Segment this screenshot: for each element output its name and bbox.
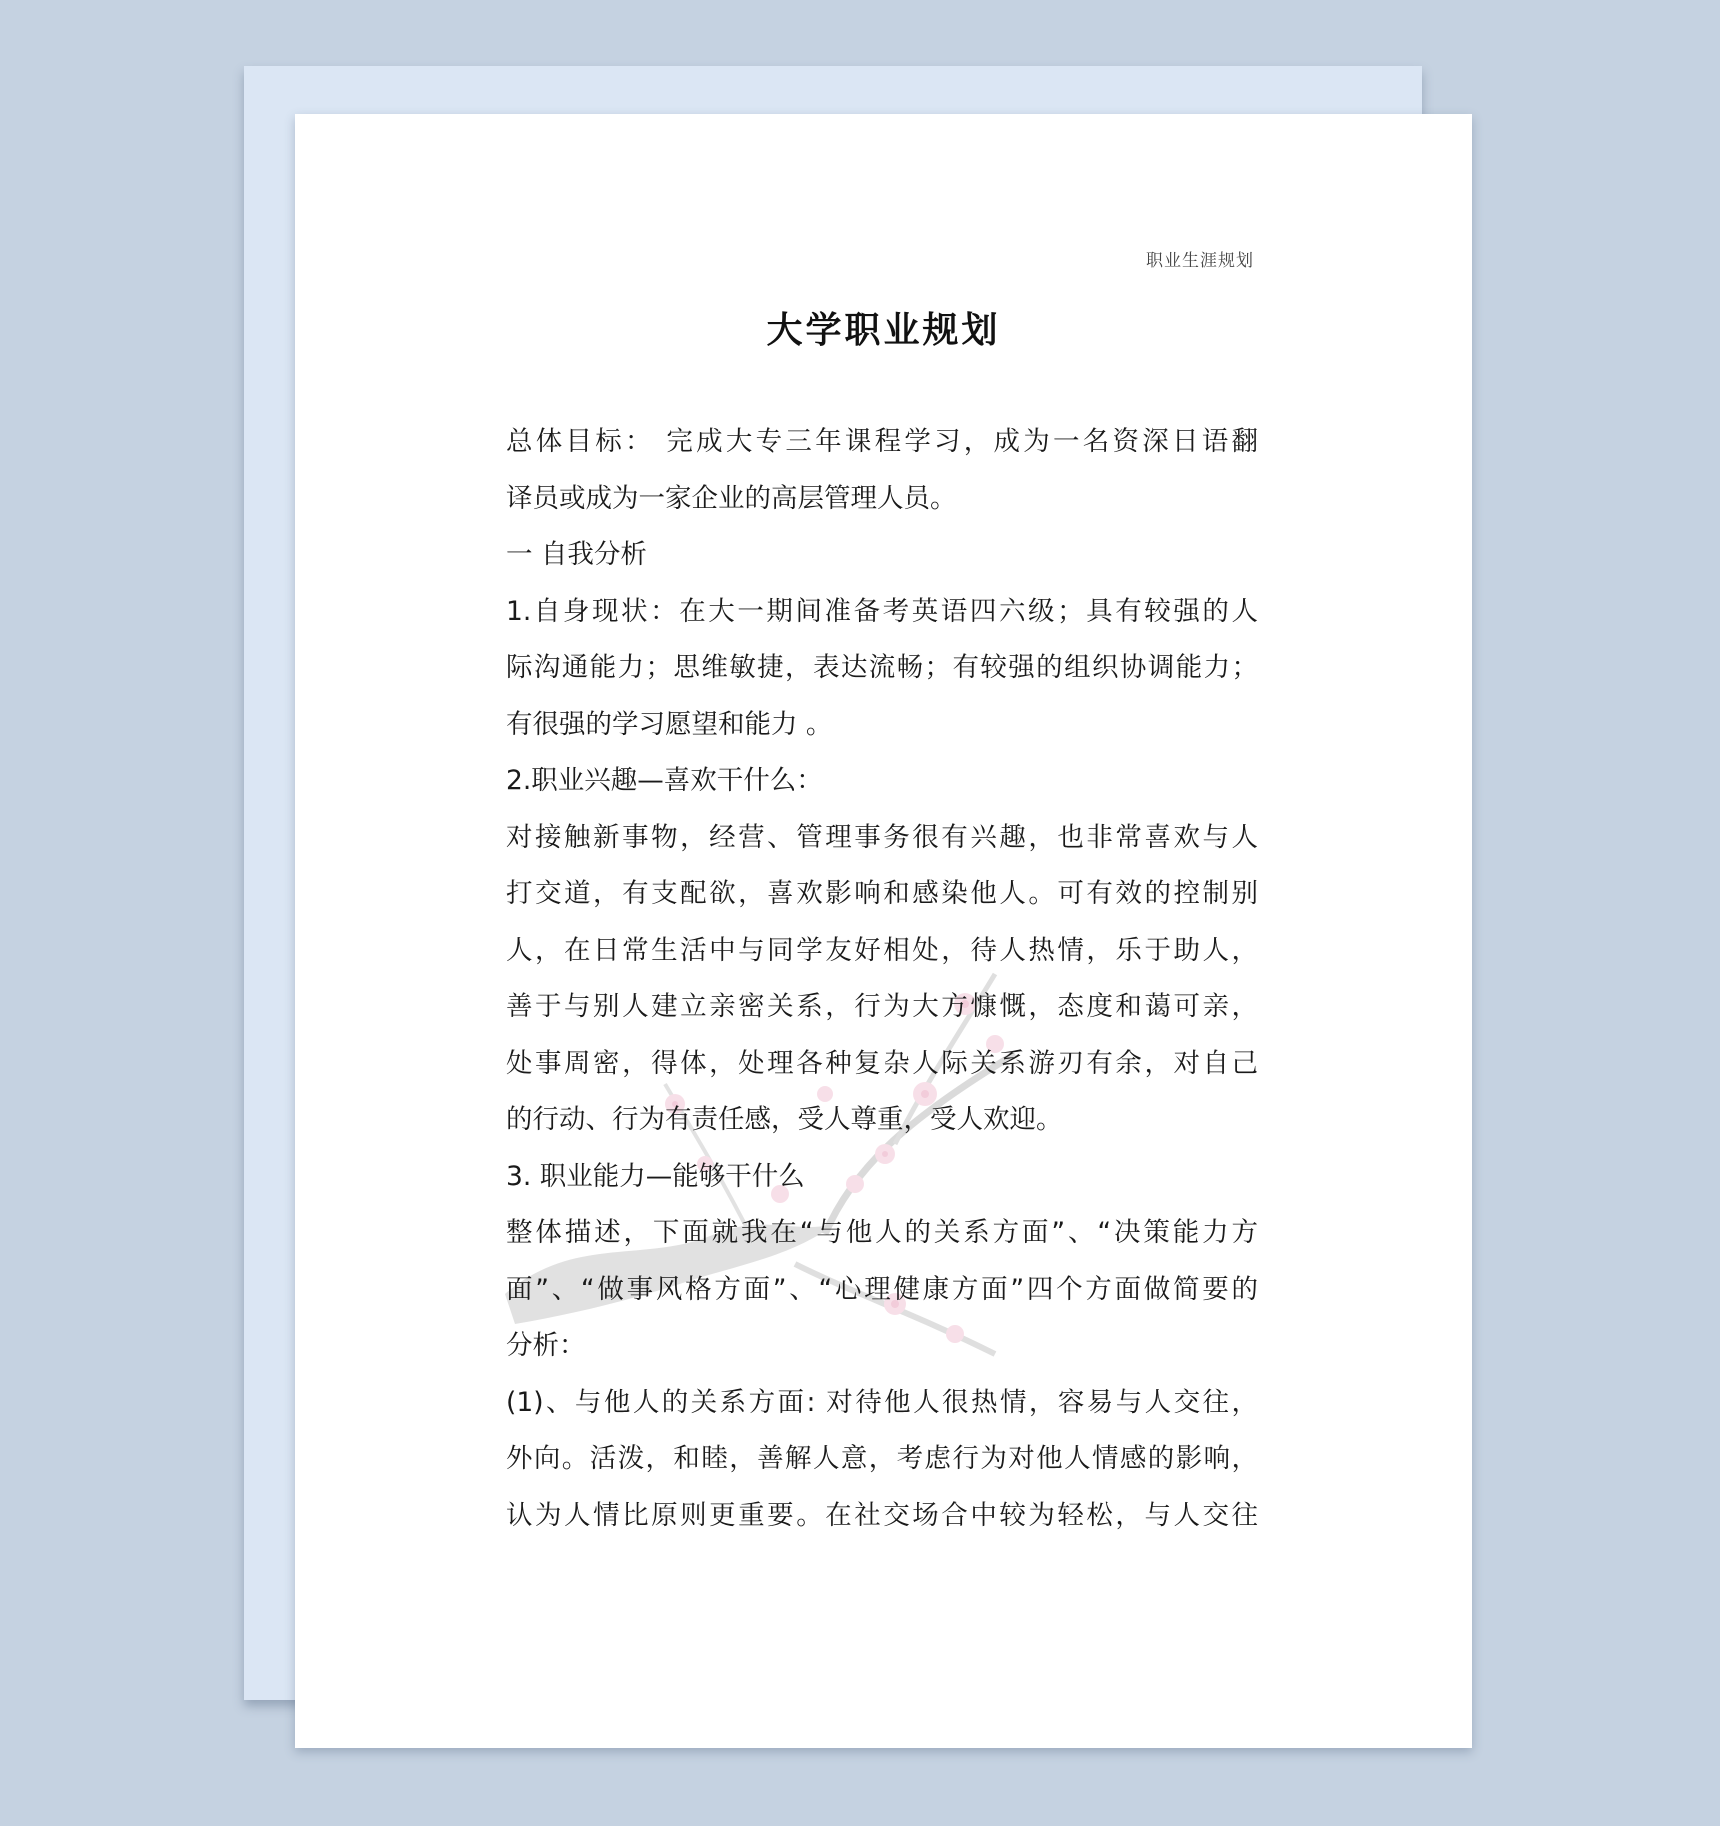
body-text-line: 面”、“做事风格方面”、“心理健康方面”四个方面做简要的 [506, 1273, 1258, 1305]
document-page [295, 114, 1472, 1748]
body-text-line: 2.职业兴趣—喜欢干什么： [506, 765, 823, 796]
body-text-line: 总体目标： 完成大专三年课程学习，成为一名资深日语翻 [506, 426, 1258, 457]
body-text-line: 1.自身现状：在大一期间准备考英语四六级；具有较强的人 [506, 595, 1258, 627]
body-text-line: 打交道，有支配欲，喜欢影响和感染他人。可有效的控制别 [506, 878, 1258, 909]
document-title: 大学职业规划 [766, 309, 1001, 351]
body-text-line: 际沟通能力；思维敏捷，表达流畅；有较强的组织协调能力； [506, 652, 1258, 683]
page-header-label: 职业生涯规划 [1146, 251, 1254, 271]
document-body [506, 414, 1258, 1544]
body-text-line: 3. 职业能力—能够干什么 [506, 1160, 805, 1192]
body-text-line: 人，在日常生活中与同学友好相处，待人热情，乐于助人， [506, 934, 1258, 966]
body-text-line: 分析： [506, 1330, 586, 1361]
body-text-line: 译员或成为一家企业的高层管理人员。 [506, 482, 957, 514]
body-text-line: 外向。活泼，和睦，善解人意，考虑行为对他人情感的影响， [506, 1443, 1258, 1474]
body-text-line: 有很强的学习愿望和能力 。 [506, 708, 833, 740]
body-text-line: 的行动、行为有责任感，受人尊重，受人欢迎。 [506, 1104, 1063, 1135]
body-text-line: 整体描述，下面就我在“与他人的关系方面”、“决策能力方 [506, 1217, 1258, 1248]
body-text-line: (1)、与他人的关系方面: 对待他人很热情，容易与人交往， [506, 1386, 1258, 1418]
body-text-line: 善于与别人建立亲密关系，行为大方慷慨，态度和蔼可亲， [506, 991, 1258, 1022]
body-text-line: 认为人情比原则更重要。在社交场合中较为轻松，与人交往 [506, 1499, 1258, 1531]
body-text-line: 对接触新事物，经营、管理事务很有兴趣，也非常喜欢与人 [506, 821, 1258, 853]
body-text-line: 处事周密，得体，处理各种复杂人际关系游刃有余，对自己 [506, 1047, 1258, 1079]
body-text-line: 一 自我分析 [506, 539, 647, 570]
